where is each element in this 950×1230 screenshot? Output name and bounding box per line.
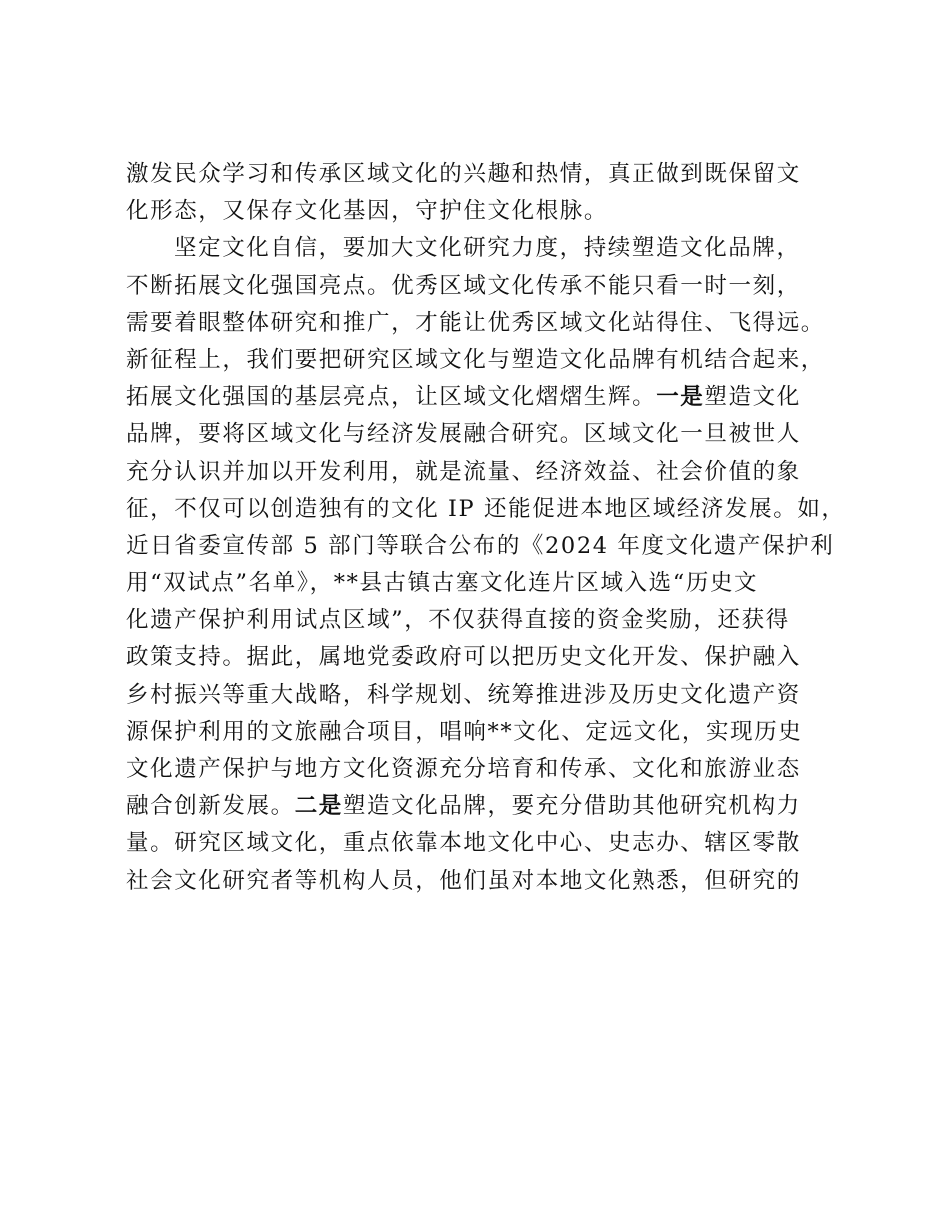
emphasis-label: 一是 xyxy=(656,384,705,411)
text-line: 化遗产保护利用试点区域”，不仅获得直接的资金奖励，还获得 xyxy=(126,607,790,634)
text-line: 品牌，要将区域文化与经济发展融合研究。区域文化一旦被世人 xyxy=(126,421,801,448)
text-line: 坚定文化自信，要加大文化研究力度，持续塑造文化品牌， xyxy=(174,235,801,262)
text-line: 需要着眼整体研究和推广，才能让优秀区域文化站得住、飞得远。 xyxy=(126,309,825,336)
text-line: 社会文化研究者等机构人员，他们虽对本地文化熟悉，但研究的 xyxy=(126,867,801,894)
text-line: 新征程上，我们要把研究区域文化与塑造文化品牌有机结合起来， xyxy=(126,346,825,373)
text-line: 近日省委宣传部 5 部门等联合公布的《2024 年度文化遗产保护利 xyxy=(126,532,835,559)
text-line: 充分认识并加以开发利用，就是流量、经济效益、社会价值的象 xyxy=(126,458,801,485)
text-line: 源保护利用的文旅融合项目，唱响**文化、定远文化，实现历史 xyxy=(126,718,803,745)
text-line xyxy=(126,379,846,416)
text-line: 量。研究区域文化，重点依靠本地文化中心、史志办、辖区零散 xyxy=(126,830,801,857)
text-segment: 融合创新发展。 xyxy=(126,793,295,820)
text-line: 激发民众学习和传承区域文化的兴趣和热情，真正做到既保留文 xyxy=(126,161,801,187)
text-line: 化形态，又保存文化基因，守护住文化根脉。 xyxy=(126,198,609,225)
emphasis-label: 二是 xyxy=(294,793,343,820)
text-line xyxy=(126,788,846,825)
text-line: 不断拓展文化强国亮点。优秀区域文化传承不能只看一时一刻， xyxy=(126,272,801,299)
text-line: 征，不仅可以创造独有的文化 IP 还能促进本地区域经济发展。如， xyxy=(126,495,846,522)
text-line: 乡村振兴等重大战略，科学规划、统筹推进涉及历史文化遗产资 xyxy=(126,681,801,708)
text-segment: 塑造文化 xyxy=(704,384,801,411)
text-line: 文化遗产保护与地方文化资源充分培育和传承、文化和旅游业态 xyxy=(126,756,801,782)
document-body xyxy=(126,156,846,900)
text-segment: 拓展文化强国的基层亮点，让区域文化熠熠生辉。 xyxy=(126,384,657,411)
text-segment: 塑造文化品牌，要充分借助其他研究机构力 xyxy=(342,793,801,820)
text-line: 政策支持。据此，属地党委政府可以把历史文化开发、保护融入 xyxy=(126,644,801,671)
text-line: 用“双试点”名单》，**县古镇古塞文化连片区域入选“历史文 xyxy=(126,570,759,597)
